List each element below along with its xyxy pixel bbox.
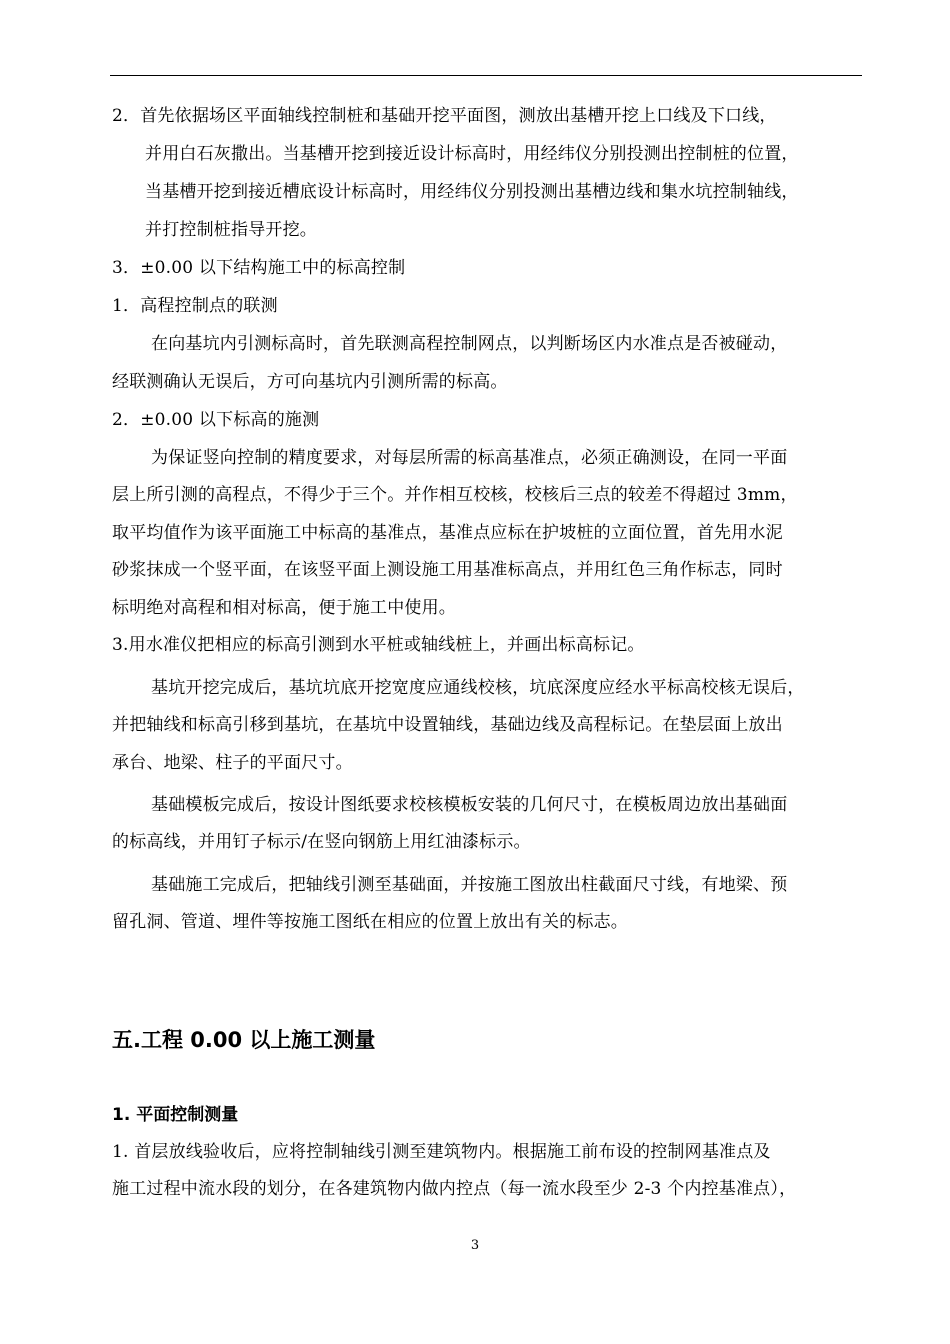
header-rule [110, 75, 862, 76]
body-line: 1. 首层放线验收后，应将控制轴线引测至建筑物内。根据施工前布设的控制网基准点及 [112, 1142, 771, 1162]
body-line: 1．高程控制点的联测 [112, 296, 278, 316]
body-line: 并用白石灰撒出。当基槽开挖到接近设计标高时，用经纬仪分别投测出控制桩的位置， [145, 144, 799, 164]
body-line: 承台、地梁、柱子的平面尺寸。 [112, 753, 353, 773]
body-line: 2．首先依据场区平面轴线控制桩和基础开挖平面图，测放出基槽开挖上口线及下口线， [112, 106, 777, 126]
body-line: 在向基坑内引测标高时，首先联测高程控制网点，以判断场区内水准点是否被碰动， [151, 334, 788, 354]
body-line: 经联测确认无误后，方可向基坑内引测所需的标高。 [112, 372, 508, 392]
body-line: 施工过程中流水段的划分，在各建筑物内做内控点（每一流水段至少 2-3 个内控基准点）， [112, 1179, 797, 1199]
body-line: 基坑开挖完成后，基坑坑底开挖宽度应通线校核，坑底深度应经水平标高校核无误后， [151, 678, 805, 698]
body-line: 层上所引测的高程点，不得少于三个。并作相互校核，校核后三点的较差不得超过 3mm， [112, 485, 798, 505]
body-line: 为保证竖向控制的精度要求，对每层所需的标高基准点，必须正确测设，在同一平面 [151, 448, 788, 468]
page-number: 3 [470, 1238, 480, 1253]
body-line: 取平均值作为该平面施工中标高的基准点，基准点应标在护坡桩的立面位置，首先用水泥 [112, 523, 783, 543]
body-line: 标明绝对高程和相对标高，便于施工中使用。 [112, 598, 456, 618]
section-heading: 五.工程 0.00 以上施工测量 [112, 1028, 376, 1052]
body-line: 3．±0.00 以下结构施工中的标高控制 [112, 258, 406, 278]
body-line: 当基槽开挖到接近槽底设计标高时，用经纬仪分别投测出基槽边线和集水坑控制轴线， [145, 182, 799, 202]
subsection-heading: 1. 平面控制测量 [112, 1105, 239, 1125]
body-line: 基础施工完成后，把轴线引测至基础面，并按施工图放出柱截面尺寸线，有地梁、预 [151, 875, 788, 895]
body-line: 3.用水准仪把相应的标高引测到水平桩或轴线桩上，并画出标高标记。 [112, 635, 645, 655]
body-line: 2．±0.00 以下标高的施测 [112, 410, 320, 430]
body-line: 并打控制桩指导开挖。 [145, 220, 317, 240]
body-line: 并把轴线和标高引移到基坑，在基坑中设置轴线，基础边线及高程标记。在垫层面上放出 [112, 715, 783, 735]
body-line: 留孔洞、管道、埋件等按施工图纸在相应的位置上放出有关的标志。 [112, 912, 628, 932]
body-line: 砂浆抹成一个竖平面，在该竖平面上测设施工用基准标高点，并用红色三角作标志，同时 [112, 560, 783, 580]
body-line: 的标高线，并用钉子标示/在竖向钢筋上用红油漆标示。 [112, 832, 531, 852]
body-line: 基础模板完成后，按设计图纸要求校核模板安装的几何尺寸，在模板周边放出基础面 [151, 795, 788, 815]
